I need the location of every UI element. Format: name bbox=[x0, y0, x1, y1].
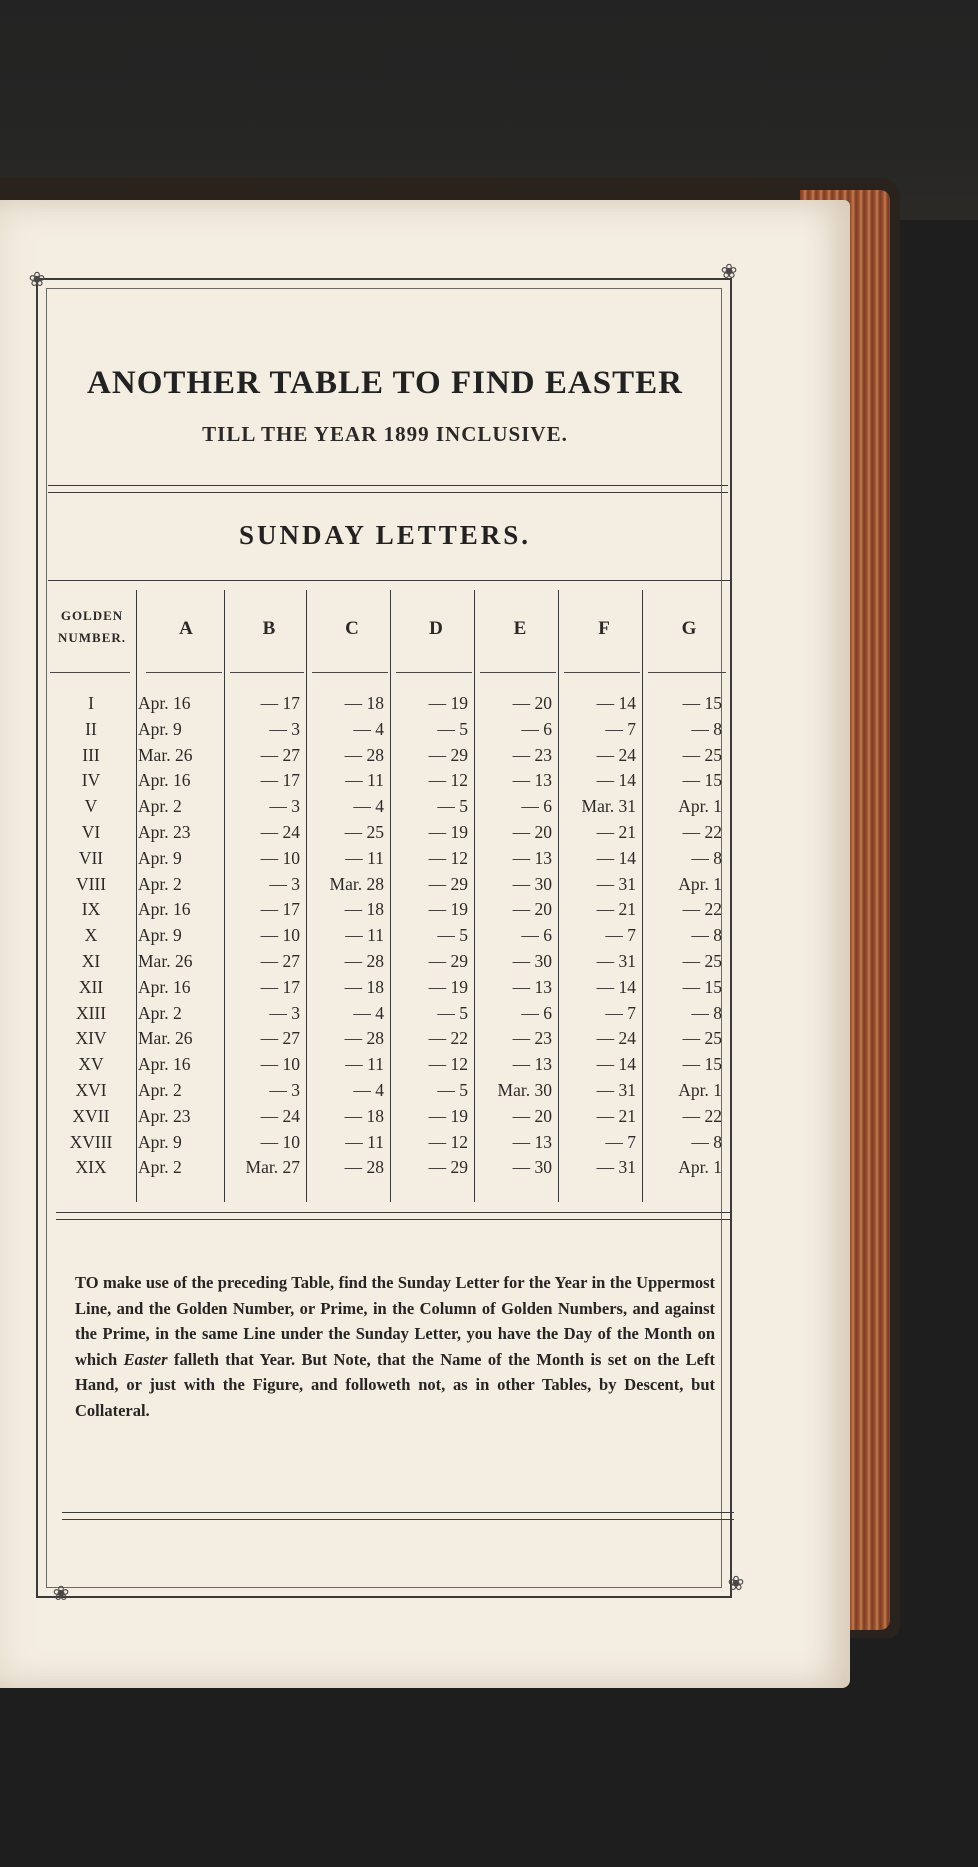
date-cell: — 22 bbox=[428, 1028, 468, 1049]
date-cell: — 5 bbox=[437, 796, 468, 817]
date-cell: — 17 bbox=[260, 899, 300, 920]
table-row bbox=[48, 974, 732, 1000]
date-cell: — 23 bbox=[512, 1028, 552, 1049]
date-cell: — 22 bbox=[682, 1105, 722, 1126]
sunday-letter-header: D bbox=[429, 618, 443, 639]
table-row bbox=[48, 948, 732, 974]
date-cell: Apr. 9 bbox=[138, 1131, 182, 1152]
table-row bbox=[48, 793, 732, 819]
date-cell: — 28 bbox=[344, 951, 384, 971]
sunday-letter-header: G bbox=[681, 618, 697, 639]
sunday-letter-header: C bbox=[345, 618, 359, 639]
date-cell: — 13 bbox=[512, 976, 552, 997]
date-cell: — 23 bbox=[512, 744, 552, 765]
table-row bbox=[48, 767, 732, 793]
date-cell: Apr. 23 bbox=[138, 822, 191, 842]
date-cell: — 11 bbox=[345, 847, 384, 868]
date-cell: — 6 bbox=[521, 925, 552, 946]
header-underline bbox=[396, 672, 472, 673]
header-underline bbox=[312, 672, 388, 673]
header-underline bbox=[50, 672, 130, 673]
golden-number-cell: VIII bbox=[75, 873, 107, 894]
date-cell: — 17 bbox=[260, 693, 300, 713]
date-cell: — 13 bbox=[512, 770, 552, 791]
date-cell: — 10 bbox=[260, 925, 300, 946]
date-cell: — 12 bbox=[428, 1131, 468, 1152]
date-cell: — 25 bbox=[682, 744, 722, 765]
date-cell: Mar. 31 bbox=[581, 796, 636, 817]
table-heading: SUNDAY LETTERS. bbox=[238, 520, 532, 550]
date-cell: — 12 bbox=[428, 847, 468, 868]
golden-number-cell: IX bbox=[81, 899, 101, 920]
golden-number-cell: VII bbox=[78, 847, 104, 868]
date-cell: Apr. 16 bbox=[138, 693, 191, 713]
date-cell: Apr. 2 bbox=[138, 873, 182, 894]
date-cell: — 6 bbox=[521, 796, 552, 817]
date-cell: — 18 bbox=[344, 693, 384, 713]
date-cell: — 8 bbox=[691, 925, 722, 946]
date-cell: — 25 bbox=[344, 822, 384, 842]
date-cell: — 30 bbox=[512, 951, 552, 971]
easter-table bbox=[48, 580, 732, 1210]
table-row bbox=[48, 845, 732, 871]
date-cell: Apr. 2 bbox=[138, 1157, 182, 1178]
table-row bbox=[48, 1154, 732, 1180]
date-cell: — 8 bbox=[691, 847, 722, 868]
corner-ornament-icon: ❀ bbox=[727, 1571, 745, 1595]
date-cell: — 14 bbox=[596, 693, 636, 713]
date-cell: Mar. 30 bbox=[497, 1080, 552, 1100]
date-cell: — 10 bbox=[260, 1054, 300, 1075]
date-cell: — 3 bbox=[269, 1080, 300, 1100]
table-row bbox=[48, 716, 732, 742]
date-cell: — 20 bbox=[512, 899, 552, 920]
date-cell: — 4 bbox=[353, 718, 384, 739]
date-cell: — 19 bbox=[428, 693, 468, 713]
date-cell: — 5 bbox=[437, 1002, 468, 1023]
date-cell: — 7 bbox=[605, 1131, 636, 1152]
golden-number-cell: III bbox=[82, 744, 100, 765]
date-cell: — 15 bbox=[682, 770, 722, 791]
date-cell: — 4 bbox=[353, 796, 384, 817]
book-page bbox=[0, 200, 850, 1688]
golden-number-cell: XV bbox=[78, 1054, 104, 1075]
table-top-rule bbox=[48, 580, 732, 581]
page-subtitle: TILL THE YEAR 1899 INCLUSIVE. bbox=[202, 422, 568, 446]
date-cell: Apr. 2 bbox=[138, 1002, 182, 1023]
golden-number-cell: XVI bbox=[75, 1080, 107, 1100]
date-cell: — 18 bbox=[344, 976, 384, 997]
table-row bbox=[48, 922, 732, 948]
corner-ornament-icon: ❀ bbox=[52, 1581, 70, 1605]
date-cell: — 14 bbox=[596, 847, 636, 868]
date-cell: — 7 bbox=[605, 925, 636, 946]
date-cell: — 8 bbox=[691, 1002, 722, 1023]
table-row bbox=[48, 1000, 732, 1026]
date-cell: — 10 bbox=[260, 1131, 300, 1152]
sunday-letter-header: F bbox=[598, 618, 610, 639]
golden-number-cell: VI bbox=[81, 822, 101, 842]
date-cell: — 28 bbox=[344, 1157, 384, 1178]
header-underline bbox=[480, 672, 556, 673]
date-cell: — 19 bbox=[428, 976, 468, 997]
date-cell: — 19 bbox=[428, 899, 468, 920]
divider bbox=[62, 1512, 734, 1520]
date-cell: — 27 bbox=[260, 1028, 300, 1049]
table-row bbox=[48, 1025, 732, 1051]
date-cell: — 14 bbox=[596, 976, 636, 997]
date-cell: — 17 bbox=[260, 770, 300, 791]
date-cell: — 18 bbox=[344, 899, 384, 920]
date-cell: — 21 bbox=[596, 899, 636, 920]
table-row bbox=[48, 1129, 732, 1155]
date-cell: — 8 bbox=[691, 1131, 722, 1152]
date-cell: — 15 bbox=[682, 1054, 722, 1075]
divider bbox=[56, 1212, 732, 1220]
date-cell: — 14 bbox=[596, 1054, 636, 1075]
date-cell: — 14 bbox=[596, 770, 636, 791]
date-cell: — 25 bbox=[682, 1028, 722, 1049]
instructions-text-part2: falleth that Year. But Note, that the Name of the Month is set on the Left Hand, or just with the Figure, and followeth not, as in other Tables, by Descent, but Collateral. bbox=[75, 1349, 715, 1420]
date-cell: — 17 bbox=[260, 976, 300, 997]
date-cell: — 6 bbox=[521, 1002, 552, 1023]
date-cell: — 29 bbox=[428, 951, 468, 971]
golden-number-cell: I bbox=[88, 693, 94, 713]
instructions-text-part1: TO make use of the preceding Table, find the Sunday Letter for the Year in the Uppermost Line, and the Golden Number, or Prime, in the Column of Golden Numbers, and against the Prime, in the same Line under the Sunday Letter, you have the Day of the Month on which bbox=[75, 1273, 715, 1369]
date-cell: — 4 bbox=[353, 1080, 384, 1100]
date-cell: — 3 bbox=[269, 873, 300, 894]
date-cell: Apr. 16 bbox=[138, 899, 191, 920]
date-cell: — 7 bbox=[605, 718, 636, 739]
date-cell: — 21 bbox=[596, 822, 636, 842]
date-cell: — 31 bbox=[596, 1157, 636, 1178]
sunday-letter-header: E bbox=[513, 618, 527, 639]
date-cell: — 15 bbox=[682, 976, 722, 997]
date-cell: Mar. 26 bbox=[138, 744, 193, 765]
date-cell: Apr. 16 bbox=[138, 976, 191, 997]
date-cell: — 27 bbox=[260, 744, 300, 765]
header-underline bbox=[230, 672, 304, 673]
table-row bbox=[48, 1051, 732, 1077]
date-cell: — 19 bbox=[428, 822, 468, 842]
date-cell: Apr. 9 bbox=[138, 925, 182, 946]
date-cell: Mar. 28 bbox=[329, 873, 384, 894]
header-underline bbox=[564, 672, 640, 673]
golden-number-cell: XIII bbox=[75, 1002, 107, 1023]
date-cell: — 5 bbox=[437, 718, 468, 739]
date-cell: — 3 bbox=[269, 1002, 300, 1023]
date-cell: Apr. 16 bbox=[138, 1054, 191, 1075]
date-cell: Mar. 26 bbox=[138, 951, 193, 971]
date-cell: — 22 bbox=[682, 899, 722, 920]
date-cell: — 5 bbox=[437, 1080, 468, 1100]
golden-number-cell: XI bbox=[81, 951, 101, 971]
date-cell: — 24 bbox=[260, 822, 300, 842]
golden-number-cell: XVII bbox=[72, 1105, 110, 1126]
date-cell: — 28 bbox=[344, 1028, 384, 1049]
date-cell: Apr. 9 bbox=[138, 718, 182, 739]
date-cell: — 24 bbox=[596, 1028, 636, 1049]
date-cell: Apr. 23 bbox=[138, 1105, 191, 1126]
golden-number-header: GOLDEN NUMBER. bbox=[57, 608, 127, 645]
date-cell: — 31 bbox=[596, 1080, 636, 1100]
date-cell: — 24 bbox=[260, 1105, 300, 1126]
corner-ornament-icon: ❀ bbox=[720, 259, 738, 283]
date-cell: — 15 bbox=[682, 693, 722, 713]
date-cell: — 13 bbox=[512, 1054, 552, 1075]
date-cell: — 19 bbox=[428, 1105, 468, 1126]
table-row bbox=[48, 1077, 732, 1103]
divider bbox=[48, 485, 728, 493]
date-cell: — 11 bbox=[345, 1131, 384, 1152]
golden-number-cell: XIV bbox=[75, 1028, 107, 1049]
table-row bbox=[48, 1103, 732, 1129]
date-cell: — 25 bbox=[682, 951, 722, 971]
date-cell: — 28 bbox=[344, 744, 384, 765]
date-cell: — 18 bbox=[344, 1105, 384, 1126]
date-cell: — 7 bbox=[605, 1002, 636, 1023]
date-cell: — 3 bbox=[269, 718, 300, 739]
date-cell: — 27 bbox=[260, 951, 300, 971]
sunday-letter-header: B bbox=[262, 618, 276, 639]
date-cell: Mar. 26 bbox=[138, 1028, 193, 1049]
date-cell: Apr. 1 bbox=[678, 873, 722, 894]
date-cell: — 12 bbox=[428, 1054, 468, 1075]
date-cell: — 8 bbox=[691, 718, 722, 739]
corner-ornament-icon: ❀ bbox=[28, 267, 46, 291]
date-cell: — 10 bbox=[260, 847, 300, 868]
date-cell: Mar. 27 bbox=[245, 1157, 300, 1178]
date-cell: — 30 bbox=[512, 1157, 552, 1178]
golden-number-cell: XIX bbox=[75, 1157, 107, 1178]
date-cell: — 4 bbox=[353, 1002, 384, 1023]
date-cell: — 6 bbox=[521, 718, 552, 739]
date-cell: — 31 bbox=[596, 951, 636, 971]
date-cell: Apr. 16 bbox=[138, 770, 191, 791]
date-cell: — 11 bbox=[345, 770, 384, 791]
date-cell: — 5 bbox=[437, 925, 468, 946]
date-cell: — 29 bbox=[428, 1157, 468, 1178]
date-cell: Apr. 1 bbox=[678, 796, 722, 817]
instructions-paragraph bbox=[75, 1270, 715, 1423]
date-cell: Apr. 2 bbox=[138, 1080, 182, 1100]
date-cell: — 3 bbox=[269, 796, 300, 817]
instructions-text-italic: Easter bbox=[123, 1349, 168, 1369]
date-cell: — 13 bbox=[512, 1131, 552, 1152]
date-cell: — 11 bbox=[345, 1054, 384, 1075]
golden-number-cell: XVIII bbox=[69, 1131, 113, 1152]
date-cell: Apr. 1 bbox=[678, 1157, 722, 1178]
golden-number-cell: V bbox=[84, 796, 98, 817]
date-cell: Apr. 2 bbox=[138, 796, 182, 817]
date-cell: — 11 bbox=[345, 925, 384, 946]
date-cell: — 22 bbox=[682, 822, 722, 842]
date-cell: — 24 bbox=[596, 744, 636, 765]
date-cell: — 30 bbox=[512, 873, 552, 894]
golden-number-cell: X bbox=[84, 925, 98, 946]
header-underline bbox=[146, 672, 222, 673]
golden-number-cell: II bbox=[85, 718, 97, 739]
table-row bbox=[48, 871, 732, 897]
date-cell: — 12 bbox=[428, 770, 468, 791]
date-cell: — 21 bbox=[596, 1105, 636, 1126]
date-cell: — 29 bbox=[428, 744, 468, 765]
sunday-letter-header: A bbox=[179, 618, 193, 639]
table-row bbox=[48, 742, 732, 768]
page-title: ANOTHER TABLE TO FIND EASTER bbox=[87, 365, 683, 401]
date-cell: — 20 bbox=[512, 693, 552, 713]
date-cell: — 20 bbox=[512, 822, 552, 842]
date-cell: Apr. 9 bbox=[138, 847, 182, 868]
header-underline bbox=[648, 672, 726, 673]
date-cell: — 20 bbox=[512, 1105, 552, 1126]
date-cell: — 29 bbox=[428, 873, 468, 894]
golden-number-cell: XII bbox=[78, 976, 104, 997]
date-cell: — 13 bbox=[512, 847, 552, 868]
table-row bbox=[48, 896, 732, 922]
table-row bbox=[48, 819, 732, 845]
date-cell: Apr. 1 bbox=[678, 1080, 722, 1100]
table-row bbox=[48, 690, 732, 716]
golden-number-cell: IV bbox=[81, 770, 101, 791]
date-cell: — 31 bbox=[596, 873, 636, 894]
